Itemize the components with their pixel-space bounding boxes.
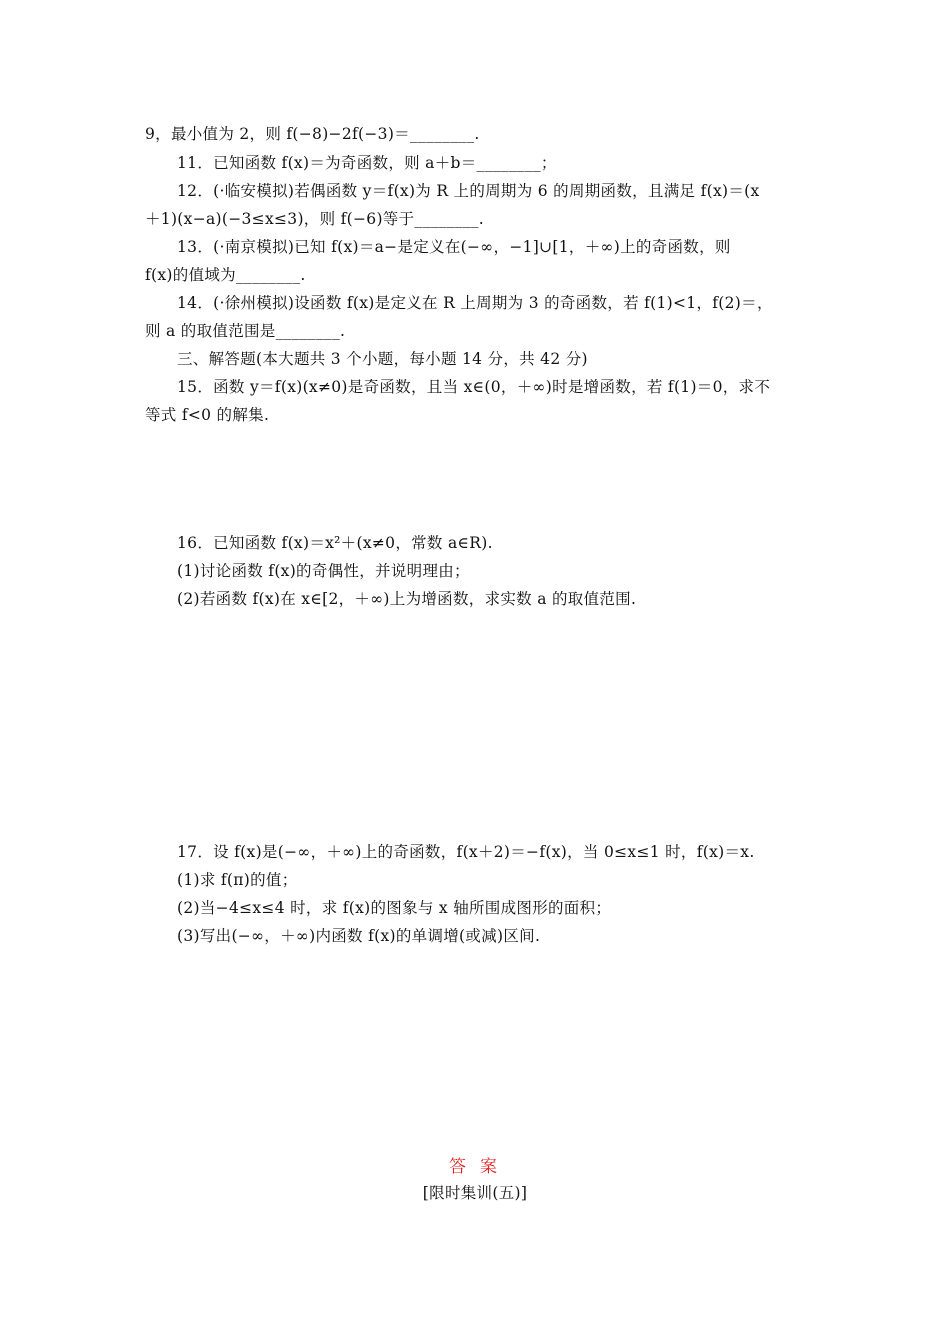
problem-17-part-3: (3)写出(−∞，＋∞)内函数 f(x)的单调增(或减)区间. (177, 927, 541, 945)
problem-11: 11．已知函数 f(x)＝为奇函数，则 a＋b＝________； (177, 154, 557, 172)
problem-12-line-2: ＋1)(x−a)(−3≤x≤3)，则 f(−6)等于________. (145, 210, 485, 228)
answer-subtitle: [限时集训(五)] (422, 1184, 528, 1202)
problem-15-line-2: 等式 f<0 的解集. (145, 406, 270, 424)
problem-16: 16．已知函数 f(x)＝x²＋(x≠0，常数 a∈R). (177, 534, 493, 552)
problem-17-part-2: (2)当−4≤x≤4 时，求 f(x)的图象与 x 轴所围成图形的面积； (177, 899, 612, 917)
problem-16-part-1: (1)讨论函数 f(x)的奇偶性，并说明理由； (177, 562, 470, 580)
problem-13-line-2: f(x)的值域为________. (145, 266, 306, 284)
problem-17: 17．设 f(x)是(−∞，＋∞)上的奇函数，f(x＋2)＝−f(x)，当 0≤x≤1 时，f(x)＝x. (177, 843, 755, 861)
problem-14-line-1: 14．(·徐州模拟)设函数 f(x)是定义在 R 上周期为 3 的奇函数，若 f(1)<1，f(2)＝， (177, 294, 773, 312)
problem-16-part-2: (2)若函数 f(x)在 x∈[2，＋∞)上为增函数，求实数 a 的取值范围. (177, 590, 637, 608)
problem-14-line-2: 则 a 的取值范围是________. (145, 322, 346, 340)
problem-13-line-1: 13．(·南京模拟)已知 f(x)＝a−是定义在(−∞，−1]∪[1，＋∞)上的奇函数，则 (177, 238, 731, 256)
problem-17-part-1: (1)求 f(π)的值； (177, 871, 298, 889)
section-heading: 三、解答题(本大题共 3 个小题，每小题 14 分，共 42 分) (177, 350, 588, 368)
problem-15-line-1: 15．函数 y＝f(x)(x≠0)是奇函数，且当 x∈(0，＋∞)时是增函数，若 f(1)＝0，求不 (177, 378, 771, 396)
problem-12-line-1: 12．(·临安模拟)若偶函数 y＝f(x)为 R 上的周期为 6 的周期函数，且满足 f(x)＝(x (177, 182, 760, 200)
answer-title: 答案 (449, 1157, 511, 1177)
problem-10-tail: 9，最小值为 2，则 f(−8)−2f(−3)＝________. (145, 125, 480, 143)
